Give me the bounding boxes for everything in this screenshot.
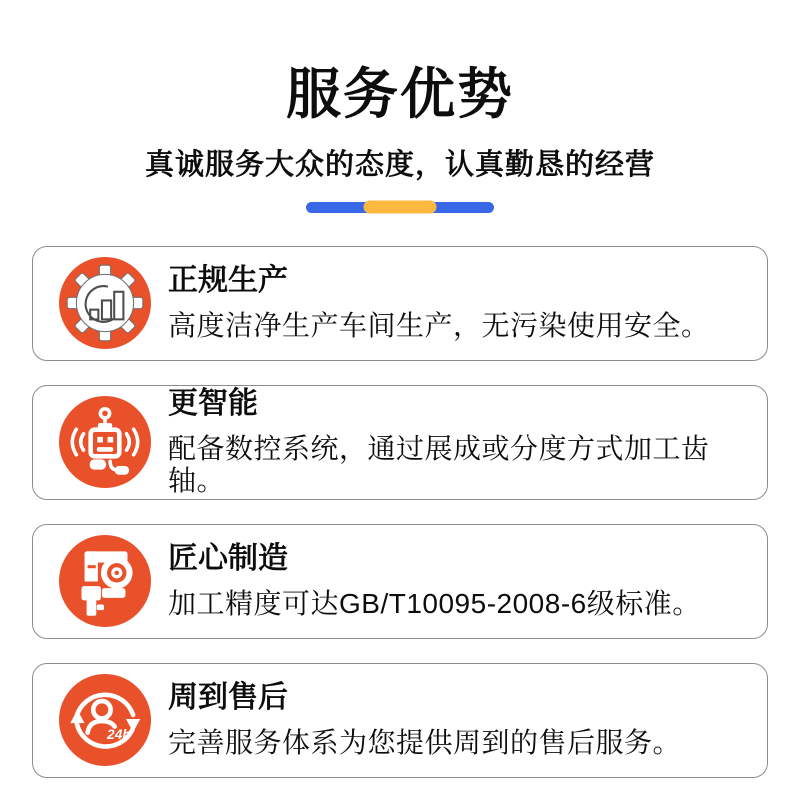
24h-service-icon — [59, 674, 151, 766]
card-description: 加工精度可达GB/T10095-2008-6级标准。 — [168, 587, 701, 619]
page-subtitle: 真诚服务大众的态度，认真勤恳的经营 — [144, 148, 655, 181]
24h-badge-text: 24h — [107, 727, 131, 743]
advantage-card-list — [32, 246, 768, 778]
card-title: 周到售后 — [168, 681, 288, 715]
card-text — [168, 542, 701, 620]
robot-icon — [59, 396, 151, 488]
card-title: 正规生产 — [168, 264, 288, 298]
card-description: 配备数控系统，通过展成或分度方式加工齿轴。 — [168, 432, 710, 496]
card-text — [168, 681, 681, 759]
card-text — [168, 264, 710, 342]
advantage-card-production — [32, 246, 768, 361]
card-text — [168, 387, 751, 497]
caliper-icon — [59, 535, 151, 627]
title-divider — [306, 202, 494, 213]
card-description: 高度洁净生产车间生产，无污染使用安全。 — [168, 309, 710, 341]
advantage-card-craft — [32, 524, 768, 639]
divider-yellow-pill — [364, 201, 437, 214]
advantage-card-aftersales — [32, 663, 768, 778]
gear-chart-icon — [59, 257, 151, 349]
card-title: 更智能 — [168, 387, 258, 421]
page-title: 服务优势 — [285, 63, 514, 125]
card-description: 完善服务体系为您提供周到的售后服务。 — [168, 726, 682, 758]
card-title: 匠心制造 — [168, 542, 288, 576]
advantage-card-smart — [32, 385, 768, 500]
